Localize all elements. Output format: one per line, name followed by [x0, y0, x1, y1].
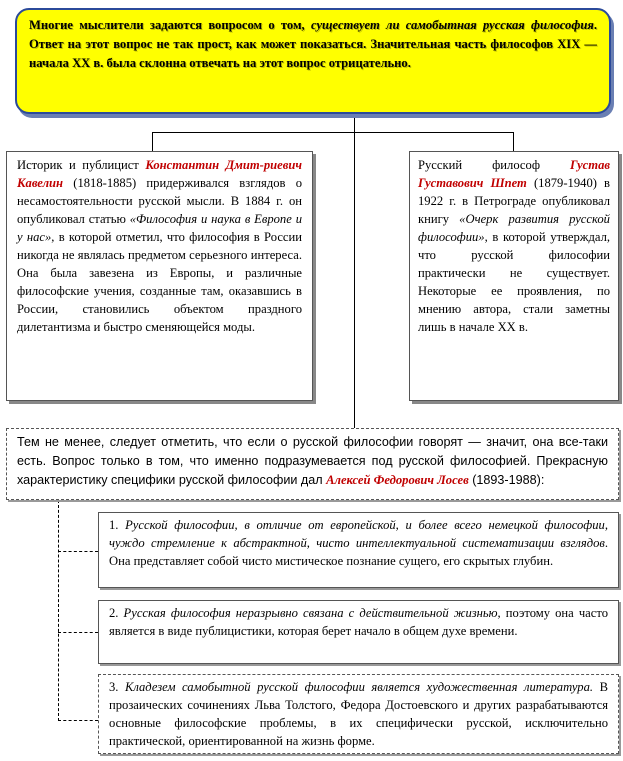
losev-text-2: (1893-1988):: [468, 473, 545, 487]
shpet-text-2: (1879-1940) в 1922 г. в Петрограде опубликовал книгу: [418, 176, 610, 226]
feature-number: 3.: [109, 680, 125, 694]
kavelin-work: «Философия и наука в Европе и у нас»: [17, 212, 302, 244]
connector-item-1: [58, 551, 98, 552]
feature-italic: Кладезем самобытной русской философии является художественная литература.: [125, 680, 594, 694]
kavelin-name: Константин Дмит-риевич Кавелин: [17, 158, 302, 190]
intro-text: Многие мыслители задаются вопросом о том,: [29, 18, 311, 32]
feature-text: . Она представляет собой чисто мистическое познание сущего, его скрытых глубин.: [109, 536, 608, 568]
feature-italic: Русской философии, в отличие от европейской, и более всего немецкой философии, чуждо стремление к абстрактной, чисто интеллектуальной систематизации взглядов: [109, 518, 608, 550]
losev-box: [6, 428, 619, 500]
feature-number: 2.: [109, 606, 124, 620]
feature-text: В прозаических сочинениях Льва Толстого, Федора Достоевского и других разрабатываются основные философские проблемы, в их специфически русской, исключительно практической, ориентированной на жизнь форме.: [109, 680, 608, 748]
connector-left-drop: [152, 132, 153, 151]
intro-question: существует ли самобытная русская философия: [310, 18, 594, 32]
kavelin-text-3: , в которой отметил, что философия в России никогда не являлась предметом серьезного интереса. Она была завезена из Европы, и различные философские учения, созданные там, оказавшись в России, становились объектом праздного дилетантизма и быстро сменяющейся моды.: [17, 230, 302, 334]
shpet-box: [409, 151, 619, 401]
intro-box: [15, 8, 611, 114]
shpet-text: Русский философ: [418, 158, 571, 172]
shpet-text-3: , в которой утверждал, что русской философии практически не существует. Некоторые ее проявления, по мнению автора, стали заметны лишь в начале XX в.: [418, 230, 610, 334]
feature-item-2: [98, 600, 619, 664]
feature-item-3: [98, 674, 619, 754]
connector-items-vertical: [58, 500, 59, 721]
connector-right-drop: [513, 132, 514, 151]
feature-number: 1.: [109, 518, 126, 532]
connector-top-vertical: [354, 114, 355, 428]
shpet-name: Густав Густавович Шпет: [418, 158, 610, 190]
feature-italic: Русская философия неразрывно связана с действительной жизнью,: [123, 606, 501, 620]
connector-horizontal: [152, 132, 514, 133]
losev-name: Алексей Федорович Лосев: [326, 473, 469, 487]
feature-item-1: [98, 512, 619, 588]
kavelin-box: [6, 151, 313, 401]
connector-item-2: [58, 632, 98, 633]
losev-text: Тем не менее, следует отметить, что если о русской философии говорят — значит, она все-таки есть. Вопрос только в том, что именно подразумевается под русской философией. Прекрасную характеристику специфики русской философии дал: [17, 435, 608, 487]
connector-item-3: [58, 720, 98, 721]
intro-text-end: . Ответ на этот вопрос не так прост, как может показаться. Значительная часть философов XIX — начала XX в. была склонна отвечать на этот вопрос отрицательно.: [29, 18, 597, 70]
kavelin-text-2: (1818-1885) придерживался взглядов о несамостоятельности русской мысли. В 1884 г. он опубликовал статью: [17, 176, 302, 226]
kavelin-text: Историк и публицист: [17, 158, 146, 172]
feature-text: поэтому она часто является в виде публицистики, которая берет начало в общем духе времени.: [109, 606, 608, 638]
shpet-work: «Очерк развития русской философии»: [418, 212, 610, 244]
